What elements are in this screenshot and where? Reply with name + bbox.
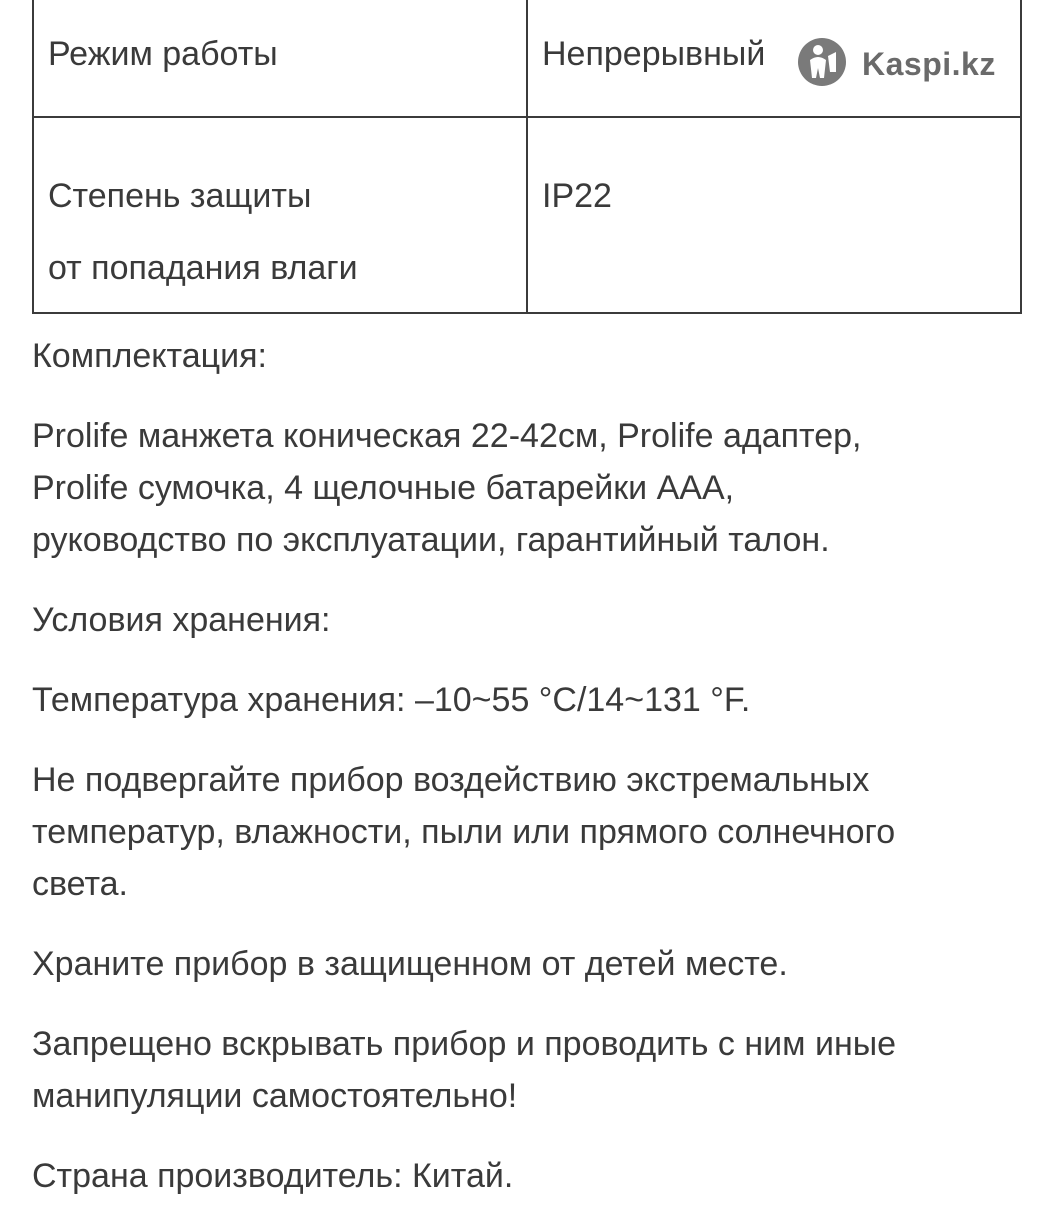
product-description	[32, 330, 1022, 1230]
table-row	[33, 117, 1021, 313]
mode-value: Непрерывный	[542, 35, 766, 73]
complect-line: Prolife манжета коническая 22-42см, Prolife адаптер,	[32, 417, 862, 455]
storage-temperature: Температура хранения: –10~55 °C/14~131 °F.	[32, 681, 751, 719]
protection-label-line1: Степень защиты	[48, 177, 312, 215]
complect-list	[32, 410, 1022, 566]
mode-label: Режим работы	[48, 35, 278, 73]
kaspi-watermark	[796, 38, 996, 90]
warning-line: температур, влажности, пыли или прямого солнечного	[32, 813, 896, 851]
complect-line: руководство по эксплуатации, гарантийный талон.	[32, 521, 830, 559]
protection-label-line2: от попадания влаги	[48, 249, 358, 287]
warning-extreme-conditions	[32, 754, 1022, 910]
warning-line: света.	[32, 865, 129, 903]
warning-line: Не подвергайте прибор воздействию экстремальных	[32, 761, 870, 799]
kaspi-logo-icon	[796, 36, 848, 93]
complect-heading: Комплектация:	[32, 337, 267, 375]
table-cell-value	[527, 117, 1021, 313]
country-of-origin: Страна производитель: Китай.	[32, 1157, 514, 1195]
warning-children: Храните прибор в защищенном от детей месте.	[32, 945, 788, 983]
complect-line: Prolife сумочка, 4 щелочные батарейки AAA,	[32, 469, 735, 507]
protection-label	[48, 118, 512, 304]
protection-value: IP22	[542, 177, 612, 215]
storage-heading: Условия хранения:	[32, 601, 331, 639]
warning-line: манипуляции самостоятельно!	[32, 1077, 518, 1115]
warning-line: Запрещено вскрывать прибор и проводить с ним иные	[32, 1025, 897, 1063]
table-cell-label	[33, 0, 527, 117]
warning-disassembly	[32, 1018, 1022, 1122]
table-cell-label	[33, 117, 527, 313]
kaspi-watermark-text: Kaspi.kz	[862, 45, 996, 82]
